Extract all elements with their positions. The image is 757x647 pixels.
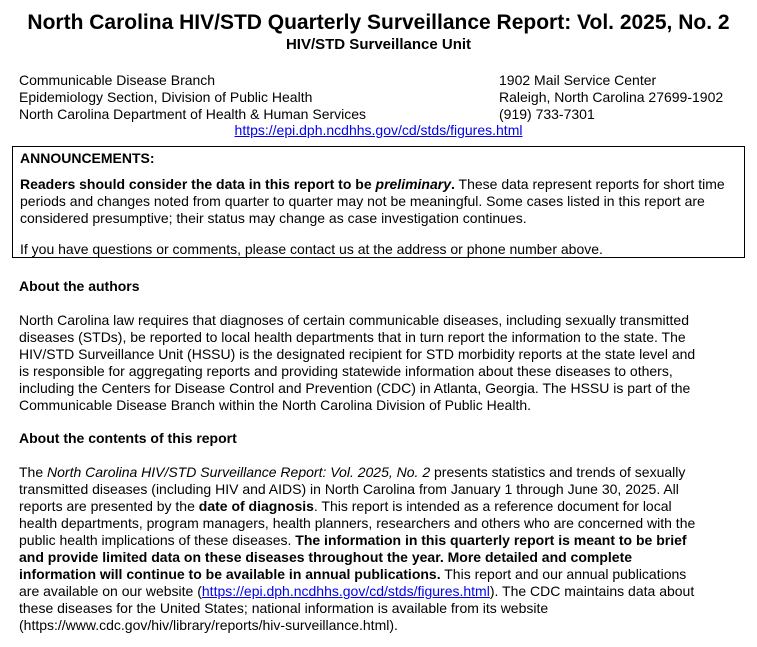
address-line: 1902 Mail Service Center [499, 72, 657, 88]
paragraph-line: HIV/STD Surveillance Unit (HSSU) is the designated recipient for STD morbidity reports at the state level and [19, 346, 696, 362]
paragraph-line [19, 498, 739, 515]
bold-run: The information in this quarterly report is meant to be brief [295, 532, 687, 548]
bold-run: information will continue to be available in annual publications. [19, 566, 441, 582]
text-run: are available on our website ( [19, 583, 202, 599]
contents-heading: About the contents of this report [19, 430, 237, 446]
report-subtitle: HIV/STD Surveillance Unit [285, 36, 472, 53]
text-run: The [19, 464, 48, 480]
paragraph-line: (https://www.cdc.gov/hiv/library/reports/hiv-surveillance.html). [19, 617, 398, 633]
website-url-row [0, 122, 757, 139]
address-line: Epidemiology Section, Division of Public Health [19, 89, 313, 105]
paragraph-line: these diseases for the United States; national information is available from its website [19, 600, 549, 616]
text-run: reports are presented by the [19, 498, 199, 514]
text-run: presents statistics and trends of sexually [430, 464, 686, 480]
authors-heading: About the authors [19, 278, 140, 294]
paragraph-line: diseases (STDs), be reported to local health departments that in turn report the information to the state. The [19, 329, 686, 345]
paragraph-line [19, 532, 739, 549]
date-of-diagnosis: date of diagnosis [198, 498, 314, 514]
paragraph-line: health departments, program managers, health planners, researchers and others who are concerned with the [19, 515, 696, 531]
preliminary-notice-a: Readers should consider the data in this report to be [20, 176, 376, 192]
address-line: Communicable Disease Branch [19, 72, 216, 88]
paragraph-line [19, 549, 739, 566]
preliminary-notice-b: . [451, 176, 455, 192]
report-title: North Carolina HIV/STD Quarterly Surveillance Report: Vol. 2025, No. 2 [27, 11, 730, 34]
announcements-text: These data represent reports for short time periods and changes noted from quarter to quarter may not be meaningful. Some cases listed in this report are considered presumptive; their status may change as case investigation continues. [20, 176, 725, 226]
website-link[interactable]: https://epi.dph.ncdhhs.gov/cd/stds/figures.html [234, 122, 523, 138]
text-run: . This report is intended as a reference document for local [313, 498, 672, 514]
paragraph-line: transmitted diseases (including HIV and AIDS) in North Carolina from January 1 through June 30, 2025. All [19, 481, 679, 497]
contact-note: If you have questions or comments, please contact us at the address or phone number above. [20, 241, 603, 257]
paragraph-line: Communicable Disease Branch within the North Carolina Division of Public Health. [19, 397, 532, 413]
paragraph-line [19, 566, 739, 583]
bold-run: and provide limited data on these diseases throughout the year. More detailed and complete [19, 549, 633, 565]
preliminary-word: preliminary [375, 176, 451, 192]
text-run: public health implications of these diseases. [19, 532, 296, 548]
phone-number: (919) 733-7301 [499, 106, 595, 122]
text-run: This report and our annual publications [440, 566, 687, 582]
announcements-paragraph [20, 176, 735, 227]
address-right [499, 72, 723, 123]
announcements-box [12, 146, 745, 258]
paragraph-line [19, 583, 739, 600]
report-name: North Carolina HIV/STD Surveillance Report: Vol. 2025, No. 2 [47, 464, 431, 480]
contents-paragraph [19, 464, 739, 634]
website-link[interactable]: https://epi.dph.ncdhhs.gov/cd/stds/figures.html [201, 583, 490, 599]
address-left [19, 72, 366, 123]
paragraph-line: is responsible for aggregating reports and providing statewide information about these diseases to others, [19, 363, 673, 379]
text-run: ). The CDC maintains data about [489, 583, 695, 599]
paragraph-line: including the Centers for Disease Control and Prevention (CDC) in Atlanta, Georgia. The HSSU is part of the [19, 380, 691, 396]
address-line: North Carolina Department of Health & Human Services [19, 106, 367, 122]
announcements-heading: ANNOUNCEMENTS: [20, 150, 155, 166]
address-line: Raleigh, North Carolina 27699-1902 [499, 89, 724, 105]
paragraph-line: North Carolina law requires that diagnoses of certain communicable diseases, including sexually transmitted [19, 312, 690, 328]
authors-paragraph [19, 312, 739, 414]
paragraph-line [19, 464, 739, 481]
